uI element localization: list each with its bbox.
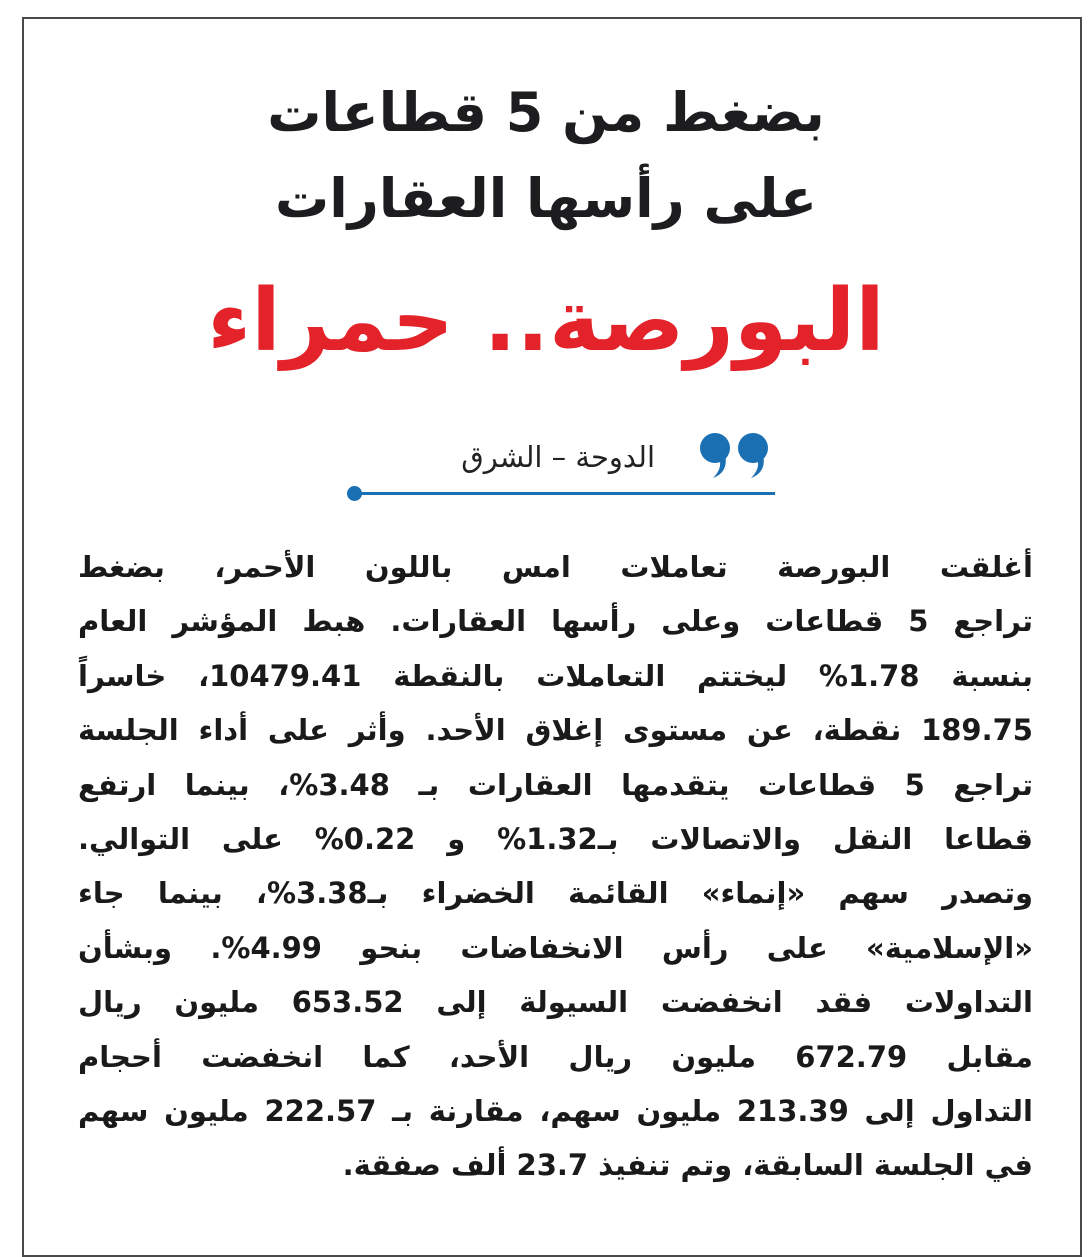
- byline-rule: [355, 492, 775, 495]
- kicker-line-2: على رأسها العقارات: [274, 167, 818, 230]
- body-line: في الجلسة السابقة، وتم تنفيذ 23.7 ألف صفقة.: [342, 1148, 1033, 1183]
- headline: البورصة.. حمراء: [207, 271, 885, 371]
- body-line: 189.75 نقطة، عن مستوى إغلاق الأحد. وأثر على أداء الجلسة: [78, 713, 1033, 748]
- body-line: وتصدر سهم «إنماء» القائمة الخضراء بـ3.38%، بينما جاء: [78, 876, 1034, 911]
- body-line: قطاعا النقل والاتصالات بـ1.32% و 0.22% على التوالي.: [78, 821, 1033, 856]
- byline-dot: [347, 486, 362, 501]
- body-line: التداولات فقد انخفضت السيولة إلى 653.52 مليون ريال: [78, 985, 1033, 1020]
- byline: الدوحة – الشرق: [461, 440, 655, 474]
- body-line: تراجع 5 قطاعات وعلى رأسها العقارات. هبط المؤشر العام: [78, 604, 1033, 639]
- body-line: تراجع 5 قطاعات يتقدمها العقارات بـ 3.48%، بينما ارتفع: [78, 767, 1034, 802]
- kicker-line-1: بضغط من 5 قطاعات: [267, 81, 825, 144]
- byline-block: [345, 426, 775, 516]
- article-body: [78, 540, 1033, 1193]
- body-line: «الإسلامية» على رأس الانخفاضات بنحو 4.99%. وبشأن: [78, 930, 1033, 965]
- quote-icon: [699, 428, 775, 480]
- body-line: مقابل 672.79 مليون ريال الأحد، كما انخفضت أحجام: [78, 1039, 1033, 1074]
- body-line: أغلقت البورصة تعاملات امس باللون الأحمر، بضغط: [78, 550, 1033, 584]
- body-line: بنسبة 1.78% ليختتم التعاملات بالنقطة 10479.41، خاسراً: [78, 658, 1033, 693]
- body-line: التداول إلى 213.39 مليون سهم، مقارنة بـ 222.57 مليون سهم: [78, 1093, 1033, 1128]
